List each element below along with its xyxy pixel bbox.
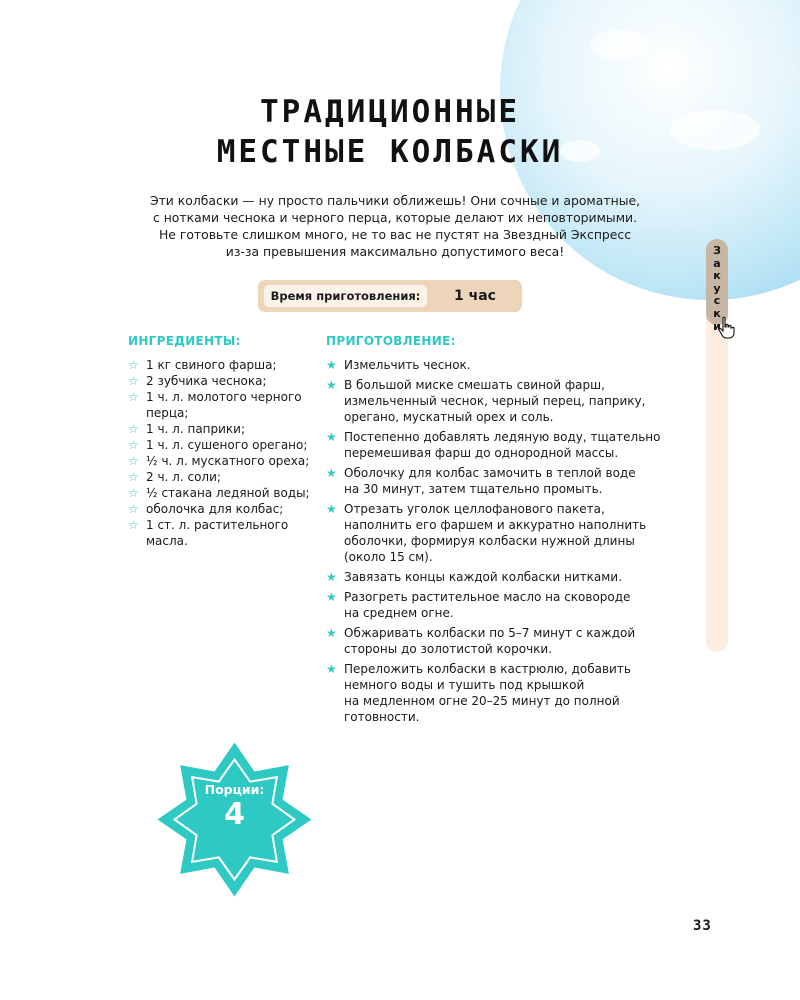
star-outline-icon: ☆ — [128, 454, 139, 468]
page-number: 33 — [693, 918, 712, 934]
star-solid-icon: ★ — [326, 570, 337, 584]
list-item-text: на 30 минут, затем тщательно промыть. — [344, 482, 603, 496]
list-item-text: наполнить его фаршем и аккуратно наполнить — [344, 518, 647, 532]
list-item-text: В большой миске смешать свиной фарш, — [344, 378, 605, 392]
star-outline-icon: ☆ — [128, 518, 139, 532]
intro-line: Не готовьте слишком много, не то вас не пустят на Звездный Экспресс — [158, 227, 632, 242]
star-outline-icon: ☆ — [128, 358, 139, 372]
list-item-text: на медленном огне 20–25 минут до полной — [344, 694, 620, 708]
list-item-text: масла. — [146, 534, 188, 548]
ingredient-item — [128, 357, 310, 373]
ingredient-item — [128, 501, 310, 517]
star-outline-icon: ☆ — [128, 502, 139, 516]
list-item-text: оболочки, формируя колбаски нужной длины — [344, 534, 635, 548]
star-outline-icon: ☆ — [128, 486, 139, 500]
step-item — [326, 589, 660, 621]
section-tab-letter: к — [713, 306, 721, 320]
list-item-text: готовности. — [344, 710, 420, 724]
list-item-text: 1 ч. л. сушеного орегано; — [146, 438, 308, 452]
step-item — [326, 357, 660, 373]
list-item-text: ½ ч. л. мускатного ореха; — [146, 454, 310, 468]
ingredient-item — [128, 421, 310, 437]
steps-title: ПРИГОТОВЛЕНИЕ: — [326, 334, 456, 348]
ingredient-item — [128, 437, 310, 453]
step-item — [326, 661, 660, 725]
ingredient-item — [128, 485, 310, 501]
step-item — [326, 569, 660, 585]
star-solid-icon: ★ — [326, 466, 337, 480]
list-item-text: Отрезать уголок целлофанового пакета, — [344, 502, 605, 516]
ingredients-title: ИНГРЕДИЕНТЫ: — [128, 334, 241, 348]
list-item-text: орегано, мускатный орех и соль. — [344, 410, 554, 424]
section-tab-letter: у — [713, 281, 721, 295]
intro-line: Эти колбаски — ну просто пальчики оближешь! Они сочные и ароматные, — [149, 193, 641, 208]
cooking-time-box — [258, 280, 522, 312]
list-item-text: на среднем огне. — [344, 606, 454, 620]
star-solid-icon: ★ — [326, 502, 337, 516]
star-solid-icon: ★ — [326, 590, 337, 604]
step-item — [326, 377, 660, 425]
cooking-time-label: Время приготовления: — [263, 284, 428, 308]
list-item-text: ½ стакана ледяной воды; — [146, 486, 310, 500]
intro-line: с нотками чеснока и черного перца, которые делают их неповторимыми. — [152, 210, 638, 225]
star-solid-icon: ★ — [326, 626, 337, 640]
section-tab-letter: к — [713, 269, 721, 283]
step-item — [326, 501, 660, 565]
ingredient-item — [128, 517, 310, 549]
list-item-text: оболочка для колбас; — [146, 502, 284, 516]
section-tab-letter: а — [713, 256, 721, 270]
list-item-text: 2 зубчика чеснока; — [146, 374, 267, 388]
list-item-text: стороны до золотистой корочки. — [344, 642, 553, 656]
list-item-text: перца; — [146, 406, 189, 420]
star-outline-icon: ☆ — [128, 438, 139, 452]
list-item-text: 1 ст. л. растительного — [146, 518, 289, 532]
list-item-text: измельченный чеснок, черный перец, паприку, — [344, 394, 646, 408]
page-title — [0, 92, 780, 172]
servings-value: 4 — [224, 797, 245, 832]
star-solid-icon: ★ — [326, 378, 337, 392]
intro-line: из-за превышения максимально допустимого веса! — [225, 244, 565, 259]
ingredient-item — [128, 453, 310, 469]
ingredient-item — [128, 389, 310, 421]
list-item-text: перемешивая фарш до однородной массы. — [344, 446, 619, 460]
list-item-text: Измельчить чеснок. — [344, 358, 471, 372]
section-tab-letter: З — [713, 244, 721, 257]
intro-paragraph — [100, 192, 690, 260]
star-outline-icon: ☆ — [128, 374, 139, 388]
list-item-text: Переложить колбаски в кастрюлю, добавить — [344, 662, 631, 676]
step-item — [326, 465, 660, 497]
list-item-text: 1 ч. л. паприки; — [146, 422, 246, 436]
title-line-2: МЕСТНЫЕ КОЛБАСКИ — [216, 134, 564, 170]
list-item-text: 1 ч. л. молотого черного — [146, 390, 302, 404]
list-item-text: Обжаривать колбаски по 5–7 минут с каждой — [344, 626, 636, 640]
list-item-text: немного воды и тушить под крышкой — [344, 678, 585, 692]
star-outline-icon: ☆ — [128, 390, 139, 404]
step-item — [326, 625, 660, 657]
star-outline-icon: ☆ — [128, 470, 139, 484]
list-item-text: 1 кг свиного фарша; — [146, 358, 277, 372]
cooking-time-value: 1 час — [454, 288, 496, 304]
list-item-text: Завязать концы каждой колбаски нитками. — [344, 570, 622, 584]
list-item-text: (около 15 см). — [344, 550, 433, 564]
list-item-text: Оболочку для колбас замочить в теплой воде — [344, 466, 636, 480]
star-solid-icon: ★ — [326, 430, 337, 444]
ingredients-list — [128, 357, 310, 549]
list-item-text: Постепенно добавлять ледяную воду, тщательно — [344, 430, 661, 444]
ingredient-item — [128, 469, 310, 485]
list-item-text: Разогреть растительное масло на сковороде — [344, 590, 631, 604]
star-outline-icon: ☆ — [128, 422, 139, 436]
steps-list — [326, 357, 660, 729]
pointing-hand-icon — [716, 316, 736, 340]
list-item-text: 2 ч. л. соли; — [146, 470, 221, 484]
star-solid-icon: ★ — [326, 662, 337, 676]
section-tab-letter: и — [713, 319, 721, 333]
step-item — [326, 429, 660, 461]
title-line-1: ТРАДИЦИОННЫЕ — [260, 94, 520, 130]
section-tab-letter: с — [713, 294, 721, 308]
ingredient-item — [128, 373, 310, 389]
servings-label: Порции: — [204, 782, 265, 797]
star-solid-icon: ★ — [326, 358, 337, 372]
